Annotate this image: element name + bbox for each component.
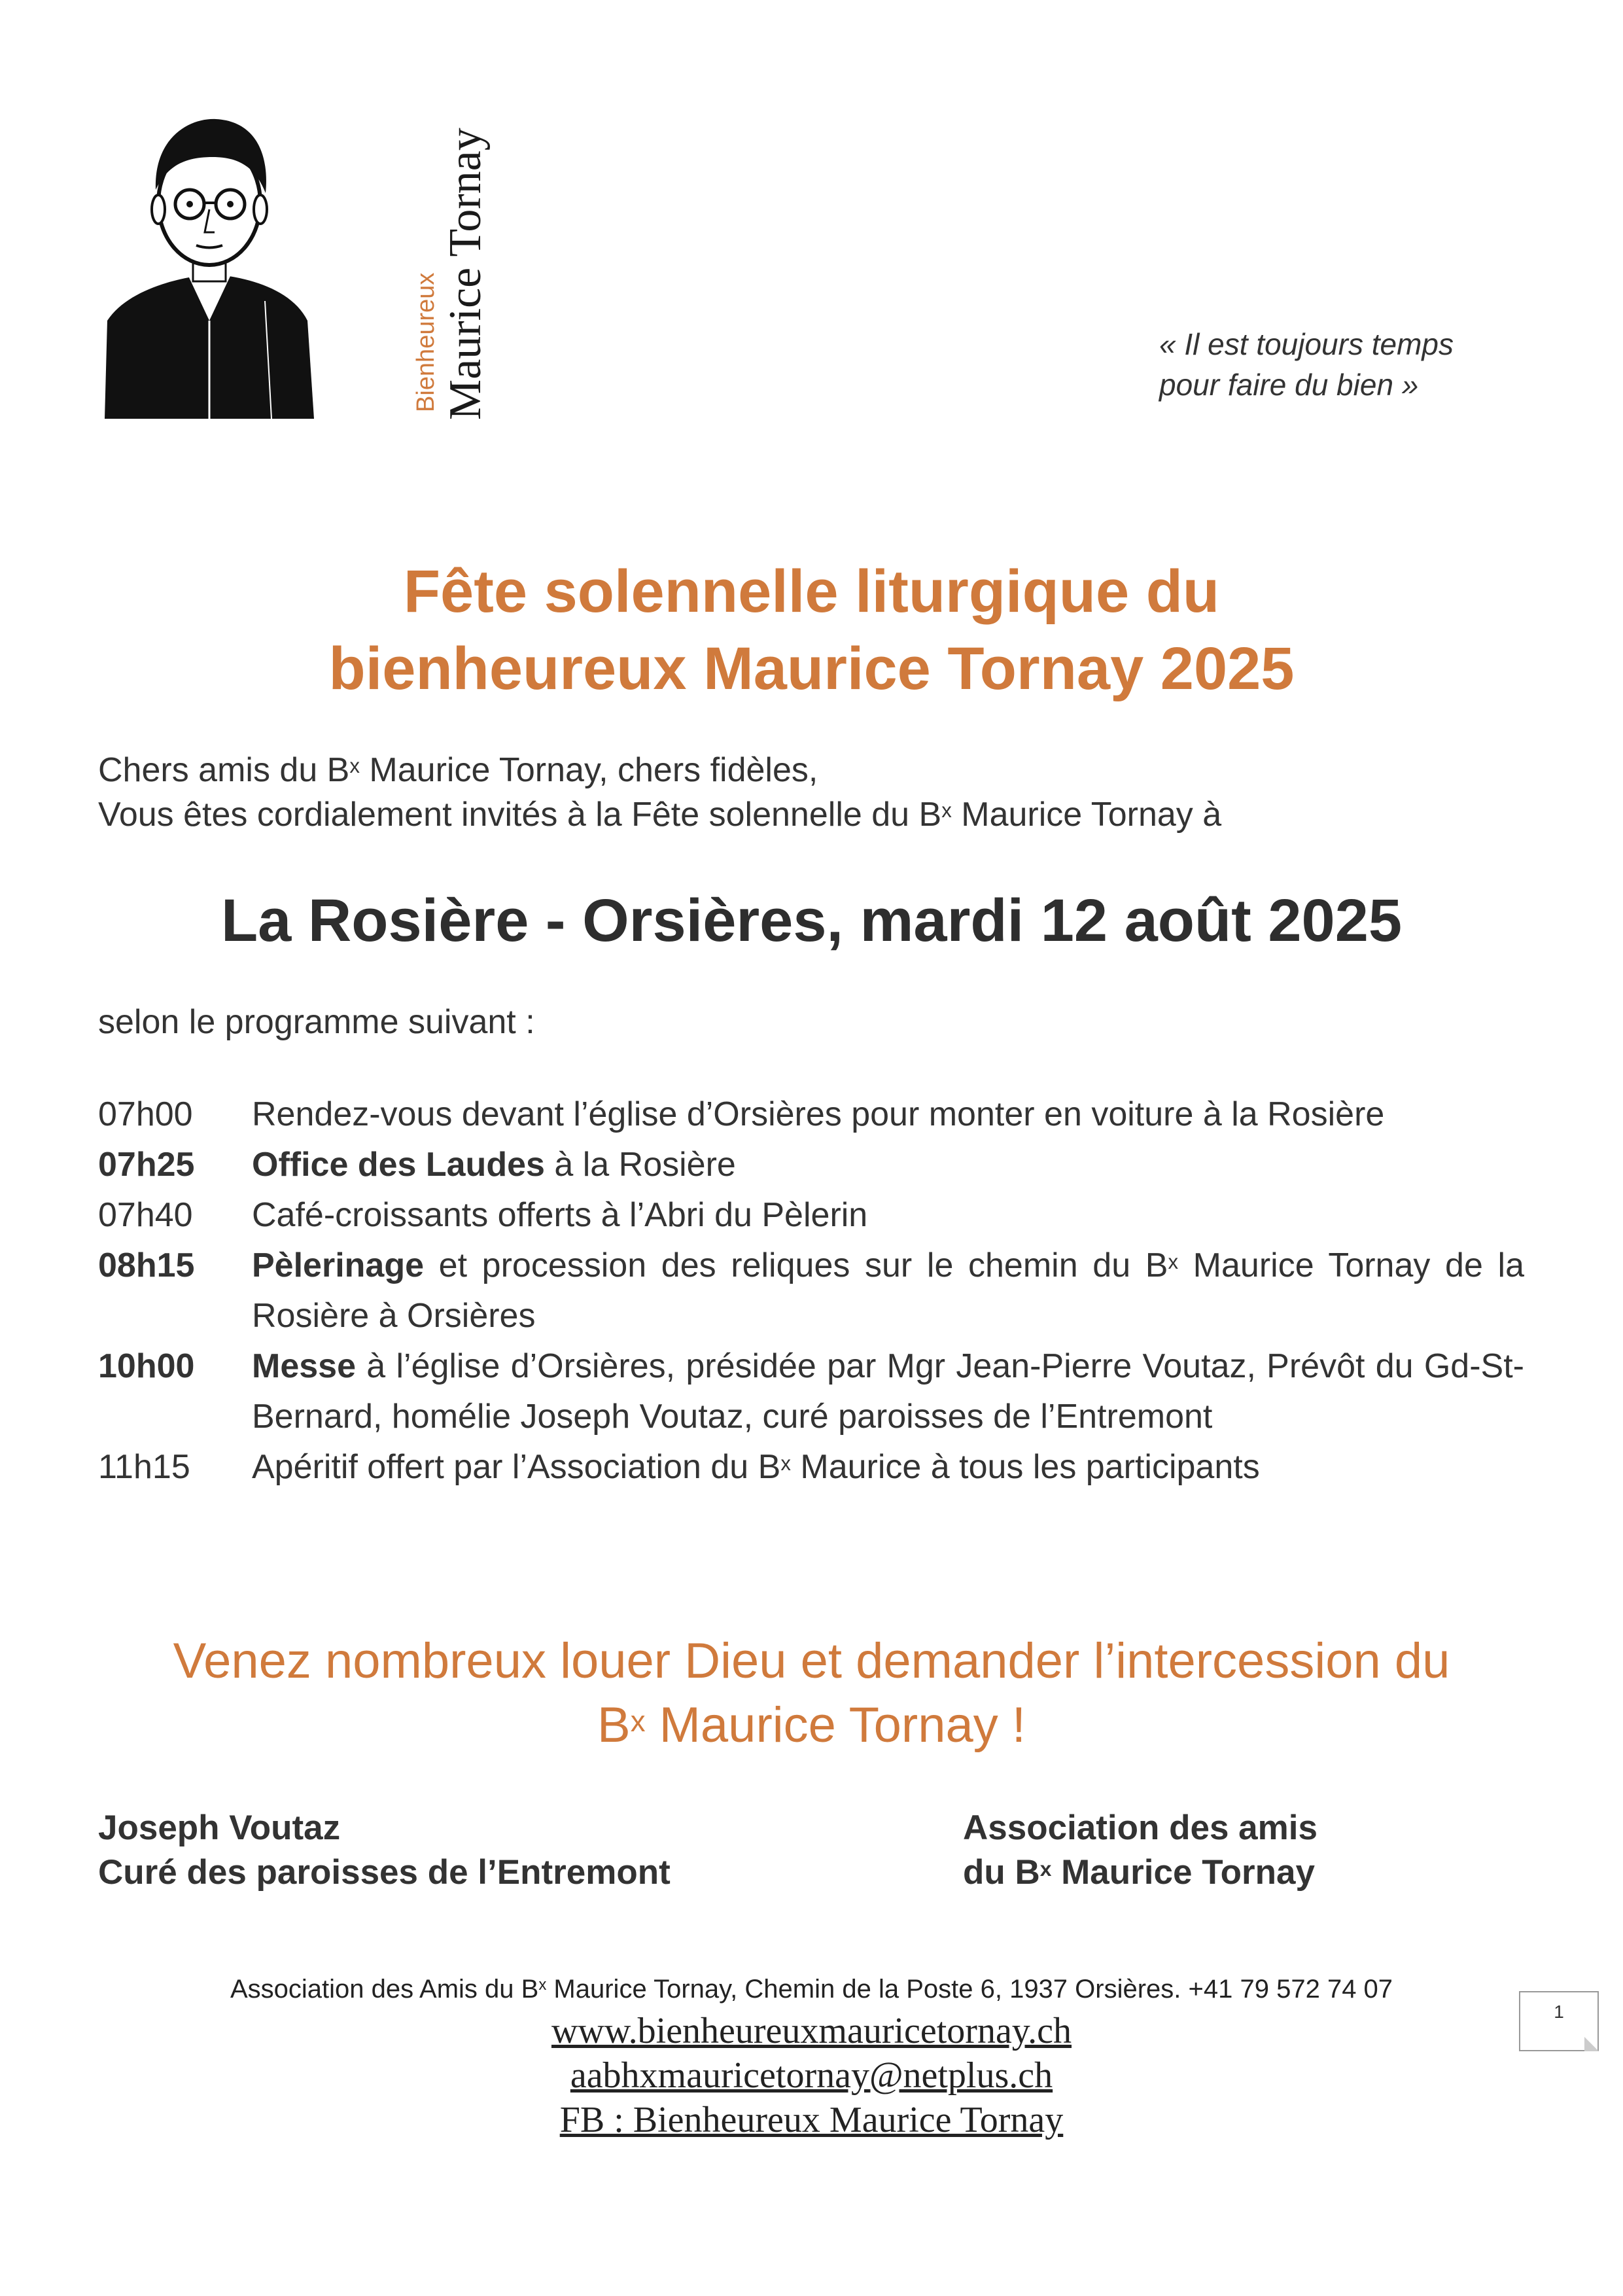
program-bold: Office des Laudes	[252, 1146, 545, 1184]
intro-line-2	[98, 792, 1221, 837]
facebook-link[interactable]: FB : Bienheureux Maurice Tornay	[559, 2100, 1064, 2140]
program-description	[252, 1190, 1524, 1241]
program-description	[252, 1089, 1524, 1140]
intro-line-2-post: Maurice Tornay à	[951, 796, 1222, 834]
program-time: 07h00	[98, 1095, 193, 1133]
program-row	[98, 1442, 1524, 1492]
intro-line-2-pre: Vous êtes cordialement invités à la Fête solennelle du B	[98, 796, 942, 834]
program-text: Apéritif offert par l’Association du B	[252, 1448, 781, 1486]
portrait-logo-image	[98, 105, 321, 419]
logo	[98, 105, 491, 420]
intro-line-1-pre: Chers amis du B	[98, 751, 350, 789]
title-line-2: bienheureux Maurice Tornay 2025	[328, 635, 1295, 702]
program-text3: Maurice à tous les participants	[790, 1448, 1260, 1486]
closing-line-2-post: Maurice Tornay !	[645, 1697, 1026, 1753]
program-text: à l’église d’Orsières, présidée par Mgr Jean-Pierre Voutaz, Prévôt du Gd-St-Bernard, homélie Joseph Voutaz, curé paroisses de l’Entremont	[252, 1347, 1524, 1436]
footer-address-pre: Association des Amis du B	[230, 1975, 539, 2004]
program-text: et procession des reliques sur le chemin du B	[424, 1246, 1168, 1284]
website-link[interactable]: www.bienheureuxmauricetornay.ch	[551, 2011, 1072, 2051]
program-row	[98, 1341, 1524, 1442]
intro-line-1-post: Maurice Tornay, chers fidèles,	[359, 751, 818, 789]
program-sup: x	[780, 1452, 791, 1475]
closing-line-2-pre: B	[597, 1697, 631, 1753]
program-row	[98, 1140, 1524, 1190]
closing-line-2-sup: x	[630, 1704, 646, 1738]
program-time: 07h25	[98, 1146, 195, 1184]
program-description	[252, 1442, 1524, 1492]
footer-address-sup: x	[538, 1976, 547, 1994]
program-lead: selon le programme suivant :	[98, 1003, 535, 1041]
program-bold: Messe	[252, 1347, 356, 1385]
signature-left-name: Joseph Voutaz	[98, 1809, 341, 1847]
program-text: Rendez-vous devant l’église d’Orsières pour monter en voiture à la Rosière	[252, 1095, 1385, 1133]
program-description	[252, 1241, 1524, 1341]
program-time: 11h15	[98, 1448, 190, 1486]
signature-right-line-2-sup: x	[1039, 1857, 1052, 1881]
program-text3: Maurice Tornay de la Rosière à Orsières	[252, 1246, 1524, 1335]
closing-line-2	[0, 1693, 1623, 1757]
quote-line-2: pour faire du bien »	[1159, 368, 1419, 402]
program-time: 07h40	[98, 1196, 193, 1234]
program-bold: Pèlerinage	[252, 1246, 425, 1284]
email-link[interactable]: aabhxmauricetornay@netplus.ch	[570, 2055, 1053, 2096]
signature-left-role: Curé des paroisses de l’Entremont	[98, 1853, 671, 1892]
page-title	[0, 553, 1623, 707]
logo-name: Maurice Tornay	[440, 128, 491, 420]
title-line-1: Fête solennelle liturgique du	[403, 558, 1220, 625]
program-description	[252, 1140, 1524, 1190]
closing-line-1: Venez nombreux louer Dieu et demander l’intercession du	[173, 1633, 1450, 1689]
signature-right	[963, 1806, 1318, 1895]
quote-line-1: « Il est toujours temps	[1159, 327, 1454, 361]
footer-address-post: Maurice Tornay, Chemin de la Poste 6, 1937 Orsières. +41 79 572 74 07	[546, 1975, 1393, 2004]
program-time: 10h00	[98, 1347, 195, 1385]
program-description	[252, 1341, 1524, 1442]
intro-line-1	[98, 748, 1221, 792]
program-text: à la Rosière	[544, 1146, 736, 1184]
program-row	[98, 1089, 1524, 1140]
event-headline: La Rosière - Orsières, mardi 12 août 2025	[220, 887, 1403, 954]
signature-left	[98, 1806, 671, 1895]
signature-right-line-1: Association des amis	[963, 1809, 1318, 1847]
page-number-box	[1519, 1991, 1599, 2051]
page-fold-icon	[1584, 2037, 1599, 2051]
closing-invitation	[0, 1629, 1623, 1757]
intro-text	[98, 748, 1221, 837]
program-sup: x	[1168, 1250, 1179, 1273]
footer-address	[0, 1969, 1623, 2009]
logo-text	[412, 105, 517, 419]
signature-right-line-2-post: Maurice Tornay	[1051, 1853, 1315, 1892]
intro-line-2-sup: x	[941, 799, 952, 822]
signature-right-line-2-pre: du B	[963, 1853, 1040, 1892]
footer	[0, 1969, 1623, 2142]
logo-subtitle: Bienheureux	[412, 272, 440, 412]
program-text: Café-croissants offerts à l’Abri du Pèlerin	[252, 1196, 868, 1234]
page-number: 1	[1554, 2002, 1564, 2022]
intro-line-1-sup: x	[349, 754, 360, 777]
program-time: 08h15	[98, 1246, 195, 1284]
program-row	[98, 1241, 1524, 1341]
quote	[1159, 324, 1526, 405]
program-row	[98, 1190, 1524, 1241]
signature-right-line-2	[963, 1850, 1318, 1895]
program-list	[98, 1089, 1524, 1492]
